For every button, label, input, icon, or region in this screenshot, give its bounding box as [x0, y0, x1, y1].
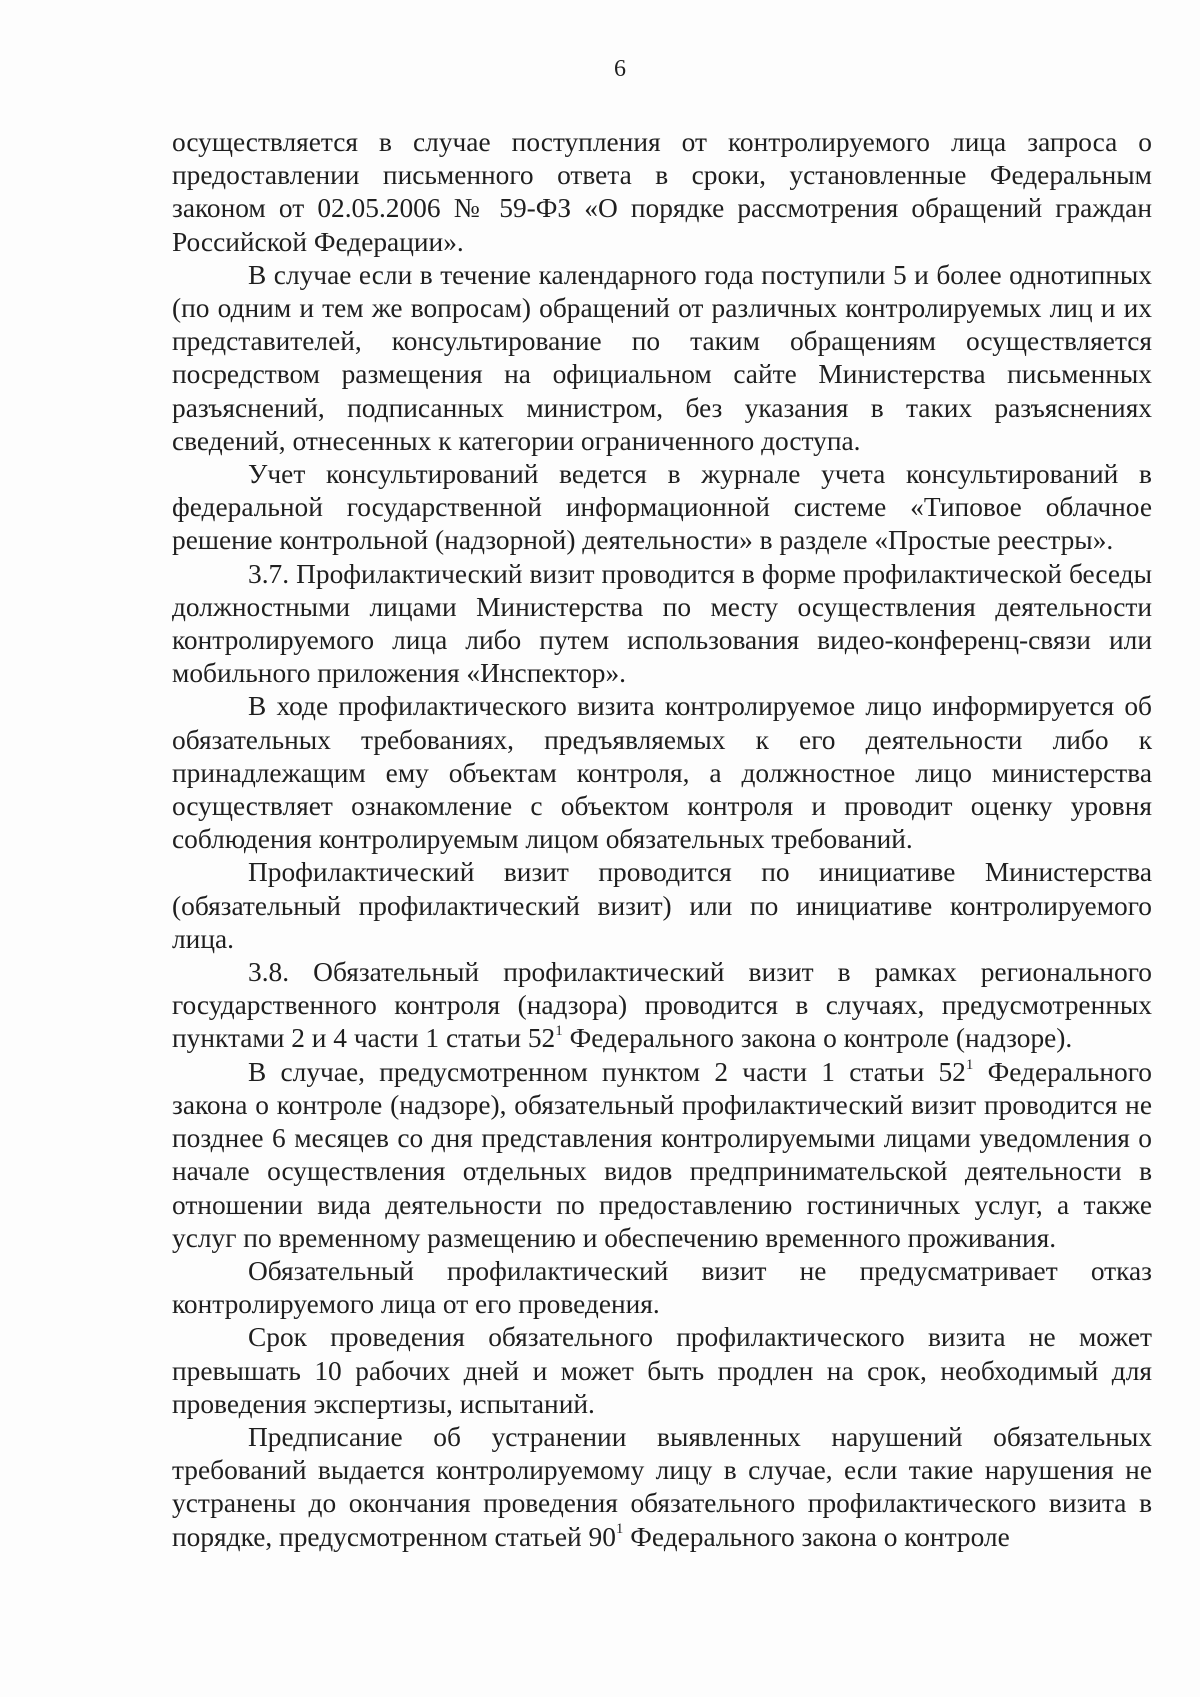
paragraph — [172, 558, 1152, 691]
paragraph-text: В случае, предусмотренном пунктом 2 части 1 статьи 52 — [248, 1056, 966, 1087]
paragraph — [172, 259, 1152, 458]
paragraph — [172, 1056, 1152, 1255]
superscript: 1 — [615, 1521, 624, 1538]
paragraph — [172, 1255, 1152, 1321]
paragraph-text: Профилактический визит проводится по инициативе Министерства (обязательный профилактический визит) или по инициативе контролируемого лица. — [172, 857, 1152, 954]
paragraph-text: В случае если в течение календарного года поступили 5 и более однотипных (по одним и тем же вопросам) обращений от различных контролируемых лиц и их представителей, консультирование по таким обращениям осуществляется посредством размещения на официальном сайте Министерства письменных разъяснений, подписанных министром, без указания в таких разъяснениях сведений, отнесенных к категории ограниченного доступа. — [172, 259, 1152, 456]
paragraph-text: осуществляется в случае поступления от контролируемого лица запроса о предоставлении письменного ответа в сроки, установленные Федеральным законом от 02.05.2006 № 59-ФЗ «О порядке рассмотрения обращений граждан Российской Федерации». — [172, 127, 1152, 257]
document-body — [172, 126, 1152, 1554]
paragraph-text: Срок проведения обязательного профилактического визита не может превышать 10 рабочих дней и может быть продлен на срок, необходимый для проведения экспертизы, испытаний. — [172, 1322, 1152, 1419]
paragraph-text: Учет консультирований ведется в журнале учета консультирований в федеральной государственной информационной системе «Типовое облачное решение контрольной (надзорной) деятельности» в разделе «Простые реестры». — [172, 459, 1152, 556]
paragraph — [172, 126, 1152, 259]
paragraph-text: Федерального закона о контроле (надзоре), обязательный профилактический визит проводится не позднее 6 месяцев со дня представления контролируемыми лицами уведомления о начале осуществления отдельных видов предпринимательской деятельности в отношении вида деятельности по предоставлению гостиничных услуг, а также услуг по временному размещению и обеспечению временного проживания. — [172, 1056, 1153, 1253]
paragraph-text: 3.8. Обязательный профилактический визит в рамках регионального государственного контроля (надзора) проводится в случаях, предусмотренных пунктами 2 и 4 части 1 статьи 52 — [172, 957, 1152, 1054]
paragraph — [172, 1321, 1152, 1421]
paragraph — [172, 458, 1152, 558]
paragraph-text: В ходе профилактического визита контролируемое лицо информируется об обязательных требованиях, предъявляемых к его деятельности либо к принадлежащим ему объектам контроля, а должностное лицо министерства осуществляет ознакомление с объектом контроля и проводит оценку уровня соблюдения контролируемым лицом обязательных требований. — [172, 691, 1152, 855]
paragraph-text: Федерального закона о контроле — [623, 1521, 1010, 1552]
paragraph — [172, 856, 1152, 956]
paragraph-text: Предписание об устранении выявленных нарушений обязательных требований выдается контролируемому лицу в случае, если такие нарушения не устранены до окончания проведения обязательного профилактического визита в порядке, предусмотренном статьей 90 — [172, 1421, 1152, 1552]
paragraph-text: Федерального закона о контроле (надзоре). — [562, 1023, 1073, 1054]
paragraph — [172, 1421, 1152, 1554]
superscript: 1 — [555, 1023, 563, 1040]
paragraph-text: 3.7. Профилактический визит проводится в форме профилактической беседы должностными лицами Министерства по месту осуществления деятельности контролируемого лица либо путем использования видео-конференц-связи или мобильного приложения «Инспектор». — [172, 558, 1152, 689]
paragraph — [172, 956, 1152, 1056]
paragraph-text: Обязательный профилактический визит не предусматривает отказ контролируемого лица от его проведения. — [172, 1255, 1152, 1320]
superscript: 1 — [965, 1056, 974, 1073]
paragraph — [172, 690, 1152, 856]
page-number: 6 — [614, 56, 626, 82]
